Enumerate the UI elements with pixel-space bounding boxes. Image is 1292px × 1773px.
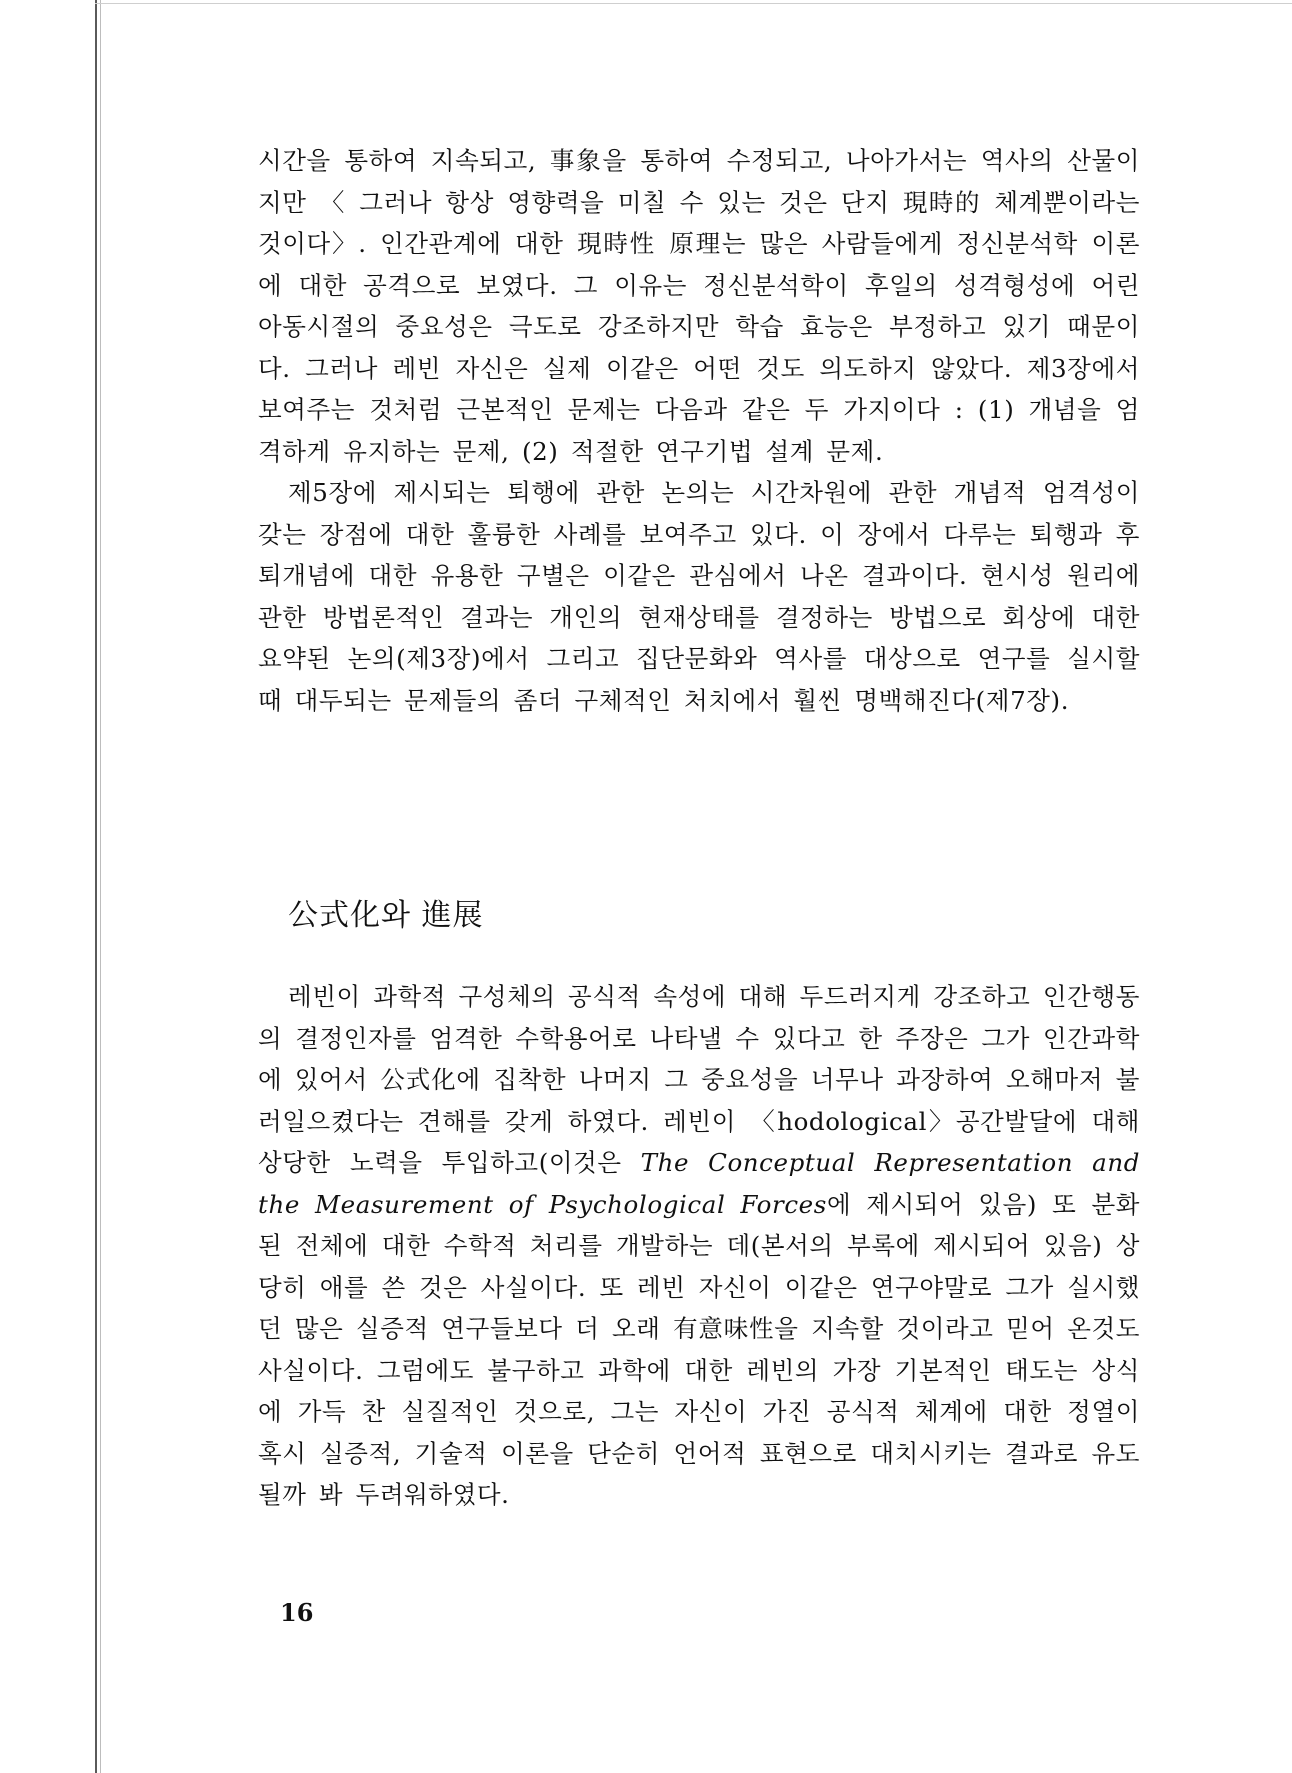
page-top-edge bbox=[95, 3, 1292, 4]
paragraph-3-part1: 레빈이 과학적 구성체의 공식적 속성에 대해 두드러지게 강조하고 인간행동의 결정인자를 엄격한 수학용어로 나타낼 수 있다고 한 주장은 그가 인간과학에 있어서 公式化에 집착한 나머지 그 중요성을 너무나 과장하여 오해마저 불러일으켰다는 견해를 갖게 하였다. 레빈이 〈hodological〉공간발달에 대해 상당한 노력을 투입하고(이것은 bbox=[258, 982, 1140, 1177]
page-binding-shadow bbox=[100, 0, 101, 1773]
paragraph-1: 시간을 통하여 지속되고, 事象을 통하여 수정되고, 나아가서는 역사의 산물이지만 〈 그러나 항상 영향력을 미칠 수 있는 것은 단지 現時的 체계뿐이라는 것이다〉. 인간관계에 대한 現時性 原理는 많은 사람들에게 정신분석학 이론에 대한 공격으로 보였다. 그 이유는 정신분석학이 후일의 성격형성에 어린 아동시절의 중요성은 극도로 강조하지만 학습 효능은 부정하고 있기 때문이다. 그러나 레빈 자신은 실제 이같은 어떤 것도 의도하지 않았다. 제3장에서 보여주는 것처럼 근본적인 문제는 다음과 같은 두 가지이다 : (1) 개념을 엄격하게 유지하는 문제, (2) 적절한 연구기법 설계 문제. bbox=[258, 146, 1140, 466]
book-title-reference: The Conceptual Representation and the Measurement of Psychological Forces bbox=[258, 1148, 1140, 1219]
paragraph-3-part2: 에 제시되어 있음) 또 분화된 전체에 대한 수학적 처리를 개발하는 데(본서의 부록에 제시되어 있음) 상당히 애를 쓴 것은 사실이다. 또 레빈 자신이 이같은 연구야말로 그가 실시했던 많은 실증적 연구들보다 더 오래 有意味性을 지속할 것이라고 믿어 온것도 사실이다. 그럼에도 불구하고 과학에 대한 레빈의 가장 기본적인 태도는 상식에 가득 찬 실질적인 것으로, 그는 자신이 가진 공식적 체계에 대한 정열이 혹시 실증적, 기술적 이론을 단순히 언어적 표현으로 대치시키는 결과로 유도될까 봐 두려워하였다. bbox=[258, 1189, 1140, 1509]
page-binding-edge bbox=[95, 0, 97, 1773]
paragraph-2: 제5장에 제시되는 퇴행에 관한 논의는 시간차원에 관한 개념적 엄격성이 갖는 장점에 대한 훌륭한 사례를 보여주고 있다. 이 장에서 다루는 퇴행과 후퇴개념에 대한 유용한 구별은 이같은 관심에서 나온 결과이다. 현시성 원리에 관한 방법론적인 결과는 개인의 현재상태를 결정하는 방법으로 회상에 대한 요약된 논의(제3장)에서 그리고 집단문화와 역사를 대상으로 연구를 실시할 때 대두되는 문제들의 좀더 구체적인 처치에서 훨씬 명백해진다(제7장). bbox=[258, 478, 1140, 715]
paragraph-3 bbox=[258, 976, 1140, 1516]
page-number: 16 bbox=[280, 1598, 314, 1627]
section-heading: 公式化와 進展 bbox=[288, 898, 484, 933]
body-text-top bbox=[258, 140, 1140, 721]
body-text-bottom bbox=[258, 976, 1140, 1516]
